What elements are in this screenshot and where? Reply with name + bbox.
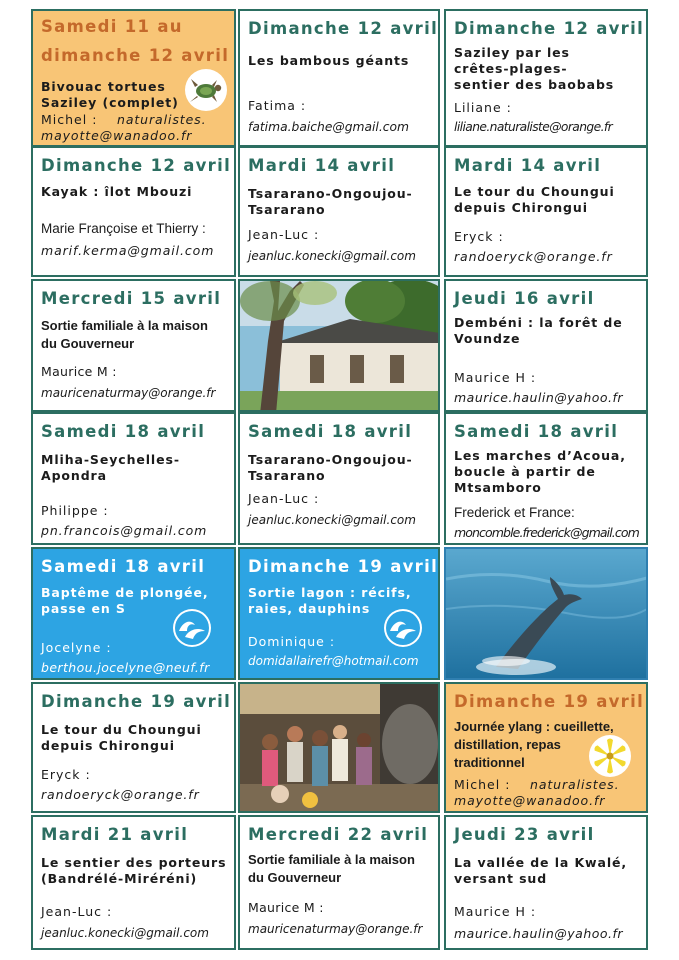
event-date: Jeudi 23 avril bbox=[454, 825, 595, 844]
event-card-ylang bbox=[444, 682, 648, 813]
event-card-dembeni bbox=[444, 279, 648, 412]
event-date: Dimanche 19 avril bbox=[248, 557, 439, 576]
event-email-line2: mayotte@wanadoo.fr bbox=[41, 128, 193, 143]
event-email: berthou.jocelyne@neuf.fr bbox=[41, 660, 210, 675]
event-date: Samedi 18 avril bbox=[454, 422, 619, 441]
governor-house-photo bbox=[238, 279, 440, 412]
event-date-line1: Samedi 11 au bbox=[41, 17, 183, 36]
event-contact: Eryck : bbox=[41, 767, 91, 782]
event-email: liliane.naturaliste@orange.fr bbox=[454, 120, 613, 134]
event-card-choungui-1 bbox=[444, 146, 648, 277]
event-email: jeanluc.konecki@gmail.com bbox=[248, 513, 416, 527]
event-card-saziley bbox=[444, 9, 648, 147]
event-email: mauricenaturmay@orange.fr bbox=[41, 386, 216, 400]
event-contact: Michel : bbox=[41, 112, 98, 127]
event-date: Jeudi 16 avril bbox=[454, 289, 595, 308]
event-title: Sortie lagon : récifs, raies, dauphins bbox=[248, 585, 412, 616]
event-card-kwale bbox=[444, 815, 648, 950]
event-contact: Maurice H : bbox=[454, 370, 537, 385]
event-card-porteurs bbox=[31, 815, 236, 950]
event-contact: Frederick et France: bbox=[454, 505, 575, 520]
event-email: maurice.haulin@yahoo.fr bbox=[454, 926, 624, 941]
event-contact: Jean-Luc : bbox=[248, 491, 320, 506]
event-date: Samedi 18 avril bbox=[41, 422, 206, 441]
event-email: jeanluc.konecki@gmail.com bbox=[248, 249, 416, 263]
event-contact: Jocelyne : bbox=[41, 640, 112, 655]
event-contact: Maurice M : bbox=[41, 364, 117, 379]
event-email: fatima.baiche@gmail.com bbox=[248, 120, 410, 134]
event-title: Les bambous géants bbox=[248, 53, 410, 68]
event-title: Kayak : îlot Mbouzi bbox=[41, 184, 193, 199]
event-email: randoeryck@orange.fr bbox=[41, 787, 200, 802]
event-title: Journée ylang : cueillette, distillation, repas traditionnel bbox=[454, 719, 614, 770]
event-card-tsararano-1 bbox=[238, 146, 440, 277]
event-card-choungui-2 bbox=[31, 682, 236, 813]
event-date: Dimanche 19 avril bbox=[454, 692, 645, 711]
event-date: Dimanche 12 avril bbox=[248, 19, 439, 38]
event-contact: Liliane : bbox=[454, 100, 512, 115]
event-title: La vallée de la Kwalé, versant sud bbox=[454, 855, 628, 886]
event-contact: Marie Françoise et Thierry : bbox=[41, 221, 206, 236]
event-title: Les marches d’Acoua, boucle à partir de Mtsamboro bbox=[454, 448, 626, 495]
event-contact: Michel : bbox=[454, 777, 511, 792]
event-email: mauricenaturmay@orange.fr bbox=[248, 922, 423, 936]
event-contact: Dominique : bbox=[248, 634, 336, 649]
event-date: Samedi 18 avril bbox=[248, 422, 413, 441]
event-email: marif.kerma@gmail.com bbox=[41, 243, 215, 258]
ylang-flower-icon bbox=[589, 735, 631, 777]
event-title: Sortie familiale à la maison du Gouverneur bbox=[41, 318, 208, 351]
event-email-line2: mayotte@wanadoo.fr bbox=[454, 793, 606, 808]
event-date: Dimanche 19 avril bbox=[41, 692, 232, 711]
event-email-line1: naturalistes. bbox=[117, 112, 207, 127]
event-title: Sortie familiale à la maison du Gouverneur bbox=[248, 852, 415, 885]
event-email: pn.francois@gmail.com bbox=[41, 523, 208, 538]
event-email-line1: naturalistes. bbox=[530, 777, 620, 792]
event-title: Le tour du Choungui depuis Chirongui bbox=[41, 722, 202, 753]
event-date: Dimanche 12 avril bbox=[454, 19, 645, 38]
event-date: Dimanche 12 avril bbox=[41, 156, 232, 175]
wave-logo-icon bbox=[173, 609, 211, 647]
event-date: Mercredi 15 avril bbox=[41, 289, 222, 308]
event-date: Mardi 14 avril bbox=[454, 156, 602, 175]
event-contact: Philippe : bbox=[41, 503, 109, 518]
event-title: Mliha-Seychelles- Apondra bbox=[41, 452, 180, 483]
event-email: maurice.haulin@yahoo.fr bbox=[454, 390, 624, 405]
event-date: Mardi 21 avril bbox=[41, 825, 189, 844]
event-title: Saziley par les crêtes-plages- sentier des baobabs bbox=[454, 45, 615, 92]
event-title: Le sentier des porteurs (Bandrélé-Miréréni) bbox=[41, 855, 227, 886]
event-card-bambous-geants bbox=[238, 9, 440, 147]
event-contact: Fatima : bbox=[248, 98, 307, 113]
event-contact: Maurice H : bbox=[454, 904, 537, 919]
event-card-gouverneur-1 bbox=[31, 279, 236, 412]
event-date-line2: dimanche 12 avril bbox=[41, 46, 230, 65]
event-card-tsararano-2 bbox=[238, 412, 440, 545]
event-email: domidallairefr@hotmail.com bbox=[248, 654, 419, 668]
event-card-acoua bbox=[444, 412, 648, 545]
event-date: Samedi 18 avril bbox=[41, 557, 206, 576]
event-card-kayak bbox=[31, 146, 236, 277]
event-title: Le tour du Choungui depuis Chirongui bbox=[454, 184, 615, 215]
event-date: Mercredi 22 avril bbox=[248, 825, 429, 844]
event-title: Baptême de plongée, passe en S bbox=[41, 585, 209, 616]
wave-logo-icon bbox=[384, 609, 422, 647]
event-contact: Jean-Luc : bbox=[248, 227, 320, 242]
event-card-mliha bbox=[31, 412, 236, 545]
event-card-lagon bbox=[238, 547, 440, 680]
event-email: randoeryck@orange.fr bbox=[454, 249, 613, 264]
ylang-distillery-photo bbox=[238, 682, 440, 813]
event-email: moncomble.frederick@gmail.com bbox=[454, 525, 639, 540]
event-title: Dembéni : la forêt de Voundze bbox=[454, 315, 623, 346]
event-card-gouverneur-2 bbox=[238, 815, 440, 950]
event-title: Bivouac tortues Saziley (complet) bbox=[41, 79, 179, 110]
turtle-icon bbox=[185, 69, 227, 111]
event-contact: Maurice M : bbox=[248, 900, 324, 915]
event-contact: Eryck : bbox=[454, 229, 504, 244]
event-card-bivouac-tortues bbox=[31, 9, 236, 147]
event-email: jeanluc.konecki@gmail.com bbox=[41, 926, 209, 940]
event-title: Tsararano-Ongoujou- Tsararano bbox=[248, 452, 413, 483]
event-date: Mardi 14 avril bbox=[248, 156, 396, 175]
event-contact: Jean-Luc : bbox=[41, 904, 113, 919]
event-card-plongee bbox=[31, 547, 236, 680]
dolphin-photo bbox=[444, 547, 648, 680]
event-title: Tsararano-Ongoujou- Tsararano bbox=[248, 186, 413, 217]
